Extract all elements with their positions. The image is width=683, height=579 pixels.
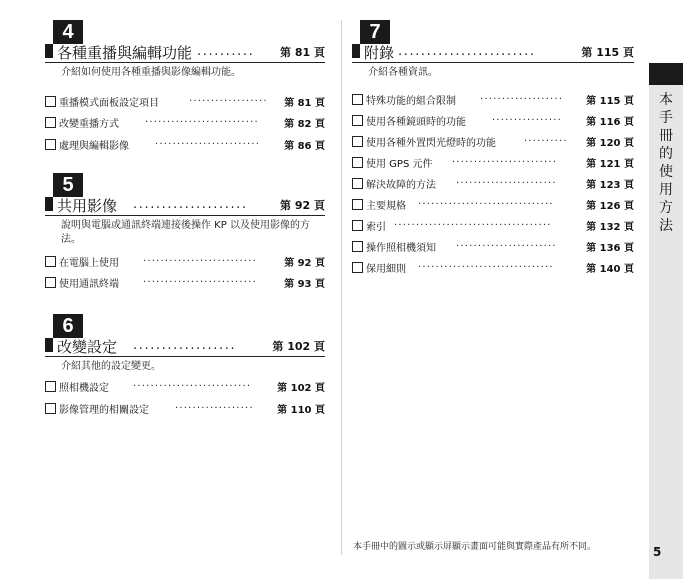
entry-page: 第 121 頁	[586, 159, 634, 170]
leader-dots: ........................	[452, 154, 558, 165]
section-title[interactable]: 共用影像	[57, 197, 118, 215]
side-tab-char: 的	[659, 146, 673, 162]
checkbox-icon	[352, 199, 363, 210]
toc-entry[interactable]	[352, 91, 634, 107]
entry-label: 保用細則	[366, 264, 406, 275]
leader-dots: ........................	[155, 136, 261, 147]
entry-label: 影像管理的相關設定	[59, 405, 149, 416]
entry-label: 使用通訊終端	[59, 279, 119, 290]
section-page[interactable]: 第 81 頁	[280, 46, 325, 59]
section-page[interactable]: 第 115 頁	[581, 46, 634, 59]
toc-entry[interactable]	[45, 114, 325, 130]
entry-label: 重播模式面板設定項目	[59, 98, 159, 109]
checkbox-icon	[352, 178, 363, 189]
entry-label: 索引	[366, 222, 386, 233]
checkbox-icon	[352, 157, 363, 168]
side-tab-char: 手	[659, 110, 673, 126]
entry-page: 第 120 頁	[586, 138, 634, 149]
entry-label: 操作照相機須知	[366, 243, 436, 254]
entry-label: 使用 GPS 元件	[366, 159, 433, 170]
toc-entry[interactable]	[45, 93, 325, 109]
section-5	[45, 173, 325, 293]
entry-page: 第 86 頁	[284, 141, 325, 152]
checkbox-icon	[352, 115, 363, 126]
entry-label: 改變重播方式	[59, 119, 119, 130]
side-tab-char: 法	[659, 218, 673, 234]
leader-dots: ...................	[480, 91, 564, 102]
section-page[interactable]: 第 92 頁	[280, 199, 325, 212]
side-tab-char: 冊	[659, 128, 673, 144]
section-page[interactable]: 第 102 頁	[272, 340, 325, 353]
toc-entry[interactable]	[45, 253, 325, 269]
section-header	[45, 44, 325, 63]
side-tab-char: 用	[659, 182, 673, 198]
section-description: 介紹各種資訊。	[368, 67, 438, 78]
entry-page: 第 116 頁	[586, 117, 634, 128]
toc-entry[interactable]	[352, 238, 634, 254]
toc-entry[interactable]	[45, 378, 325, 394]
leader-dots: .......................	[456, 175, 557, 186]
entry-label: 特殊功能的組合限制	[366, 96, 456, 107]
section-header	[352, 44, 634, 63]
toc-entry[interactable]	[352, 217, 634, 233]
leader-dots: ....................	[133, 197, 248, 212]
entry-label: 使用各種鏡頭時的功能	[366, 117, 466, 128]
leader-dots: ........................	[398, 44, 536, 59]
checkbox-icon	[45, 277, 56, 288]
entry-label: 解決故障的方法	[366, 180, 436, 191]
entry-page: 第 92 頁	[284, 258, 325, 269]
checkbox-icon	[352, 220, 363, 231]
entry-page: 第 140 頁	[586, 264, 634, 275]
entry-label: 在電腦上使用	[59, 258, 119, 269]
section-title[interactable]: 附錄	[364, 44, 395, 62]
toc-entry[interactable]	[352, 259, 634, 275]
entry-page: 第 132 頁	[586, 222, 634, 233]
leader-dots: ..........................	[143, 274, 257, 285]
chapter-side-tab[interactable]	[649, 63, 683, 579]
checkbox-icon	[45, 117, 56, 128]
leader-dots: ....................................	[394, 217, 552, 228]
section-description: 介紹如何使用各種重播與影像編輯功能。	[61, 67, 241, 78]
footnote: 本手冊中的圖示或顯示屏顯示畫面可能與實際產品有所不同。	[353, 542, 597, 552]
leader-dots: ..........................	[145, 114, 259, 125]
section-description: 介紹其他的設定變更。	[61, 361, 161, 372]
checkbox-icon	[45, 96, 56, 107]
section-4	[45, 20, 325, 160]
leader-dots: ...........................	[133, 378, 252, 389]
entry-label: 主要規格	[366, 201, 406, 212]
leader-dots: ..........	[524, 133, 568, 144]
side-tab-char: 使	[659, 164, 673, 180]
toc-entry[interactable]	[352, 112, 634, 128]
section-6	[45, 314, 325, 424]
checkbox-icon	[352, 94, 363, 105]
toc-entry[interactable]	[352, 154, 634, 170]
leader-dots: ...............................	[418, 196, 554, 207]
section-bar	[352, 44, 360, 58]
entry-label: 照相機設定	[59, 383, 109, 394]
checkbox-icon	[352, 262, 363, 273]
checkbox-icon	[45, 139, 56, 150]
entry-label: 使用各種外置閃光燈時的功能	[366, 138, 496, 149]
toc-entry[interactable]	[352, 196, 634, 212]
toc-entry[interactable]	[45, 136, 325, 152]
leader-dots: ..................	[175, 400, 254, 411]
page-number: 5	[653, 545, 662, 559]
side-tab-char: 本	[659, 92, 673, 108]
entry-page: 第 82 頁	[284, 119, 325, 130]
section-number-badge: 7	[360, 20, 390, 44]
side-tab-label	[649, 91, 683, 235]
leader-dots: ..................	[189, 93, 268, 104]
entry-page: 第 110 頁	[277, 405, 325, 416]
section-bar	[45, 197, 53, 211]
entry-page: 第 126 頁	[586, 201, 634, 212]
checkbox-icon	[45, 381, 56, 392]
section-number-badge: 4	[53, 20, 83, 44]
entry-page: 第 93 頁	[284, 279, 325, 290]
section-number-badge: 5	[53, 173, 83, 197]
leader-dots: .......................	[456, 238, 557, 249]
leader-dots: ..........................	[143, 253, 257, 264]
section-title[interactable]: 各種重播與編輯功能	[57, 44, 193, 62]
toc-entry[interactable]	[352, 133, 634, 149]
toc-entry[interactable]	[45, 400, 325, 416]
checkbox-icon	[352, 136, 363, 147]
section-description: 說明與電腦或通訊終端連接後操作 KP 以及使用影像的方法。	[61, 220, 310, 245]
checkbox-icon	[45, 403, 56, 414]
entry-page: 第 123 頁	[586, 180, 634, 191]
section-bar	[45, 44, 53, 58]
leader-dots: ................	[492, 112, 563, 123]
leader-dots: ..................	[133, 338, 237, 353]
entry-page: 第 115 頁	[586, 96, 634, 107]
entry-page: 第 102 頁	[277, 383, 325, 394]
checkbox-icon	[352, 241, 363, 252]
toc-entry[interactable]	[45, 274, 325, 290]
section-number-badge: 6	[53, 314, 83, 338]
column-divider	[341, 20, 342, 555]
leader-dots: ..........	[197, 44, 255, 59]
toc-entry[interactable]	[352, 175, 634, 191]
section-title[interactable]: 改變設定	[57, 338, 118, 356]
entry-page: 第 136 頁	[586, 243, 634, 254]
section-bar	[45, 338, 53, 352]
section-header	[45, 338, 325, 357]
entry-page: 第 81 頁	[284, 98, 325, 109]
side-tab-char: 方	[659, 200, 673, 216]
checkbox-icon	[45, 256, 56, 267]
entry-label: 處理與編輯影像	[59, 141, 129, 152]
leader-dots: ...............................	[418, 259, 554, 270]
section-7	[352, 20, 634, 290]
side-tab-marker	[649, 63, 683, 85]
section-header	[45, 197, 325, 216]
